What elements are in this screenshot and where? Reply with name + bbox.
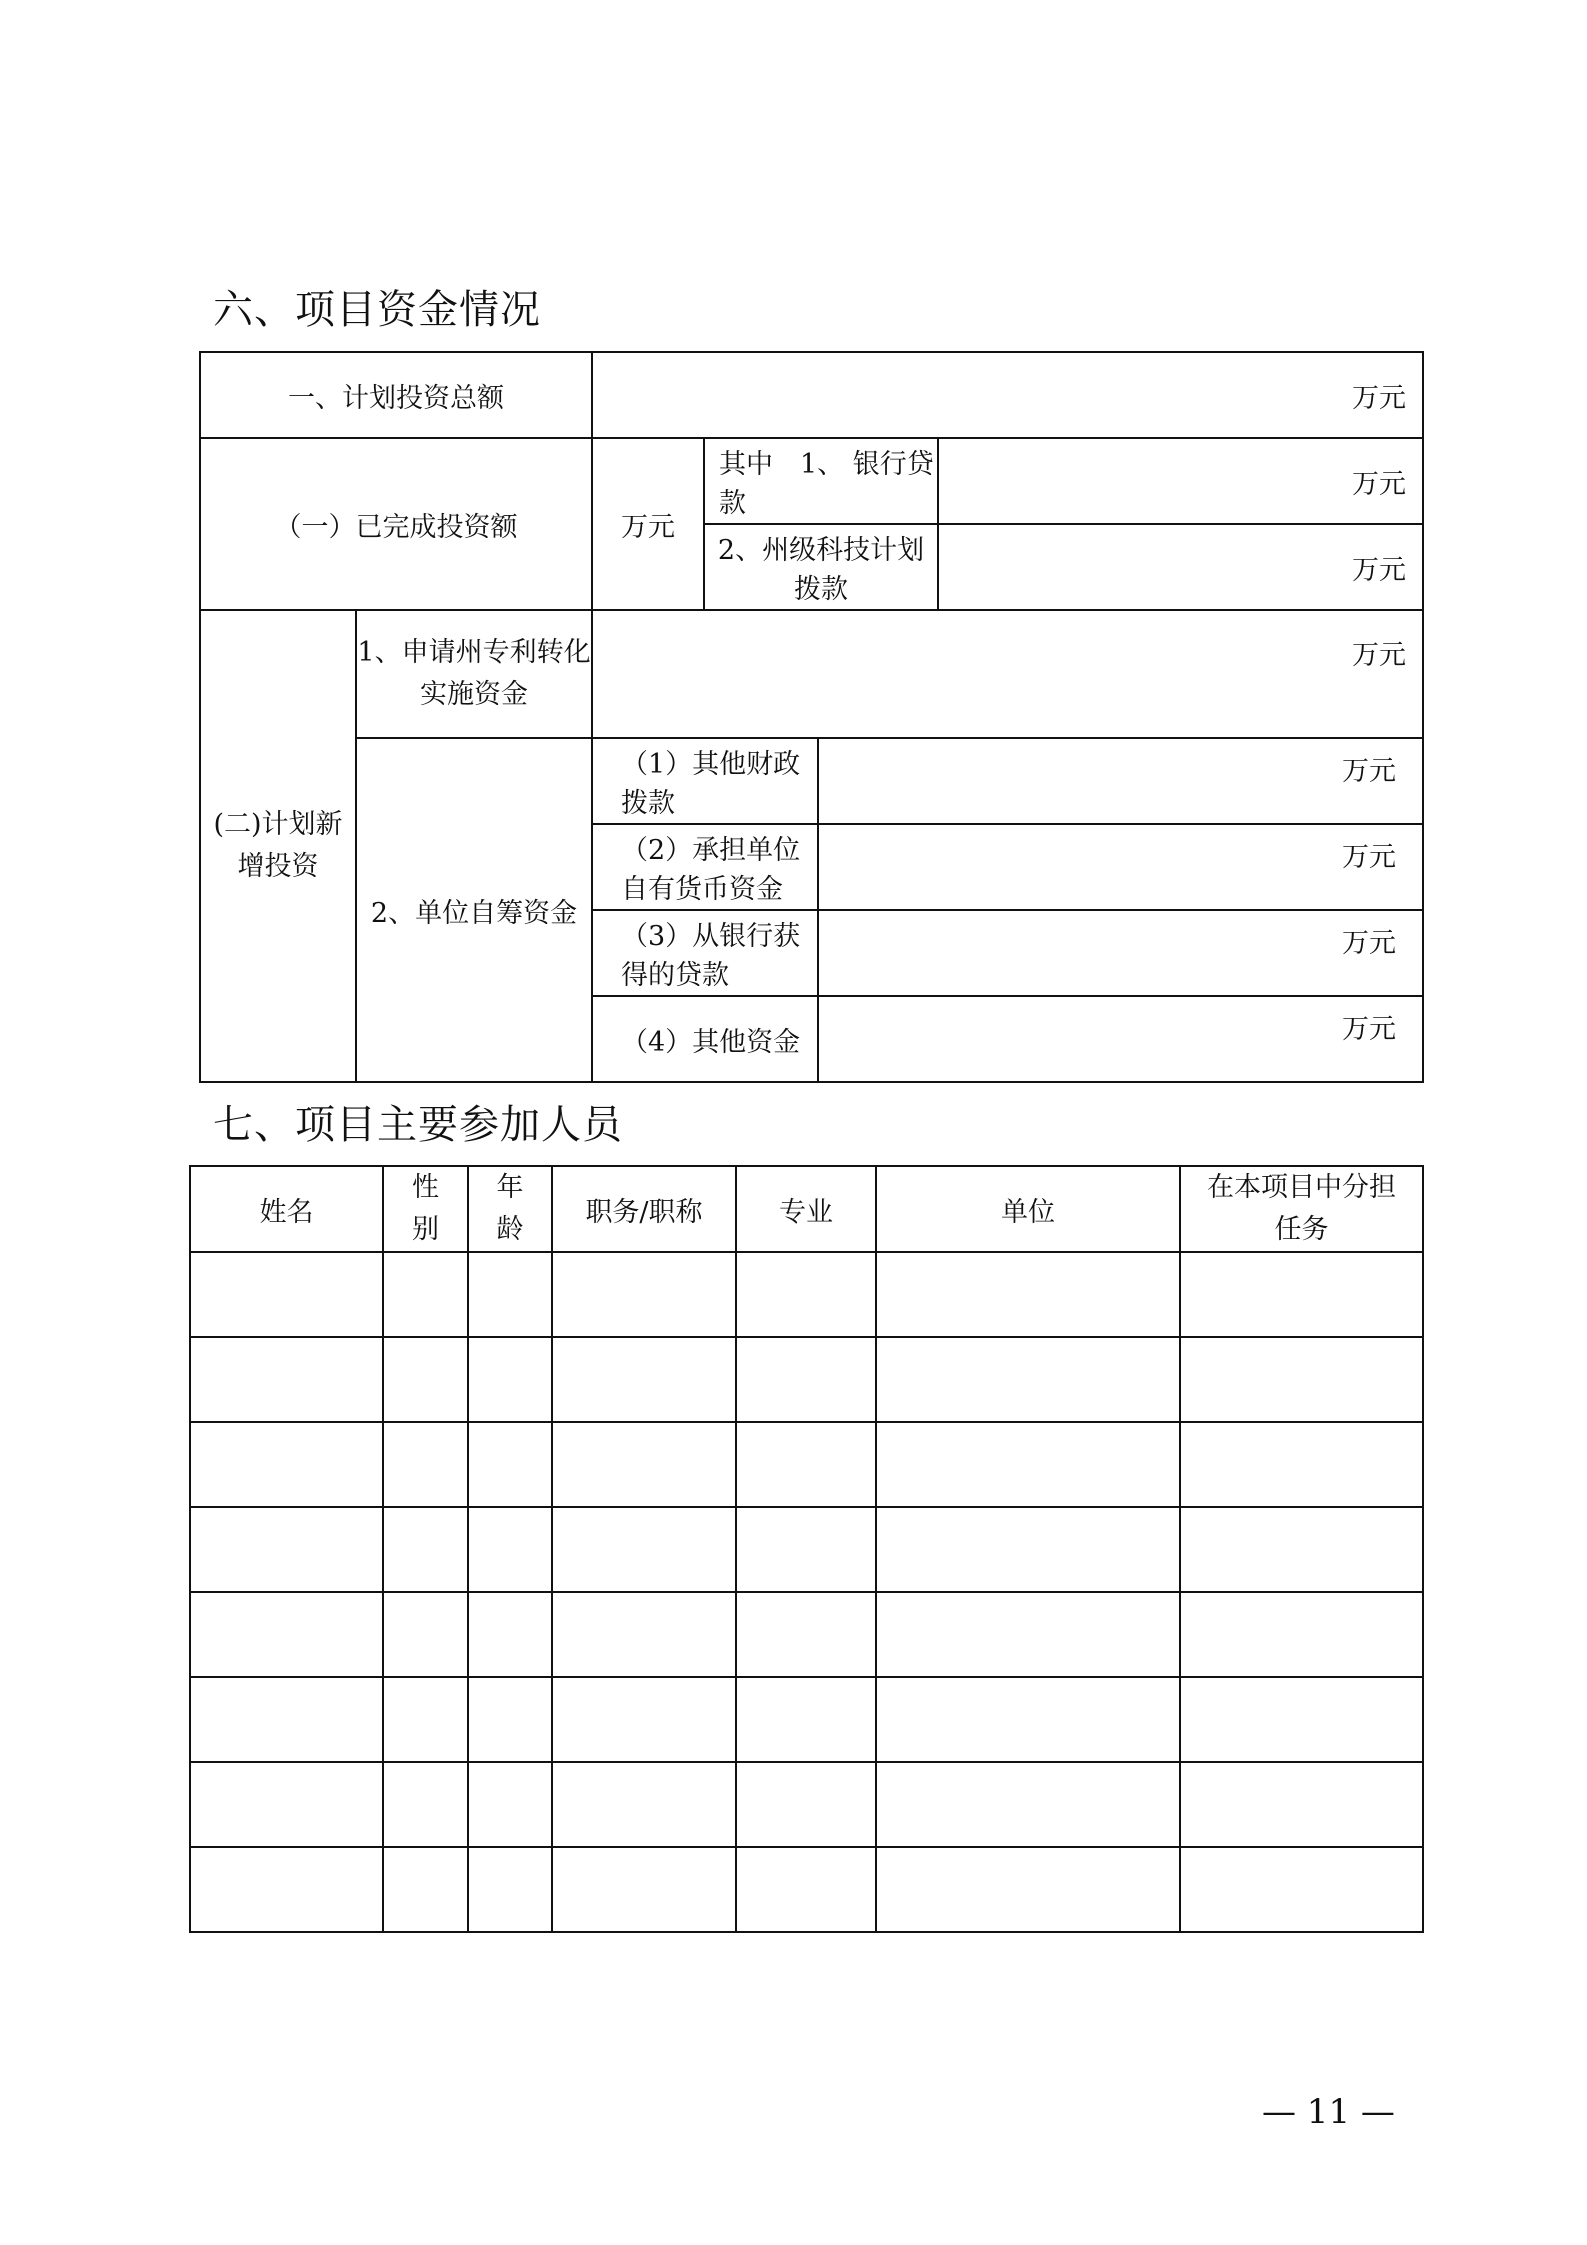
- age-cell[interactable]: [468, 1507, 552, 1592]
- age-cell[interactable]: [468, 1337, 552, 1422]
- bank-loan-unit[interactable]: 万元: [938, 438, 1423, 524]
- table-row: [190, 1422, 1423, 1507]
- title-cell[interactable]: [552, 1337, 736, 1422]
- gender-cell[interactable]: [383, 1507, 468, 1592]
- gender-cell[interactable]: [383, 1337, 468, 1422]
- task-cell[interactable]: [1180, 1847, 1423, 1932]
- gender-cell[interactable]: [383, 1847, 468, 1932]
- gender-cell[interactable]: [383, 1422, 468, 1507]
- major-cell[interactable]: [736, 1847, 876, 1932]
- unit-cell[interactable]: [876, 1422, 1180, 1507]
- other-fiscal-label: （1）其他财政拨款: [592, 738, 818, 824]
- title-cell[interactable]: [552, 1422, 736, 1507]
- total-investment-label: 一、计划投资总额: [200, 352, 592, 438]
- title-cell[interactable]: [552, 1847, 736, 1932]
- major-cell[interactable]: [736, 1507, 876, 1592]
- major-cell[interactable]: [736, 1337, 876, 1422]
- name-cell[interactable]: [190, 1252, 383, 1337]
- name-cell[interactable]: [190, 1847, 383, 1932]
- gender-cell[interactable]: [383, 1592, 468, 1677]
- major-cell[interactable]: [736, 1252, 876, 1337]
- header-task: 在本项目中分担任务: [1180, 1166, 1423, 1252]
- task-cell[interactable]: [1180, 1252, 1423, 1337]
- title-cell[interactable]: [552, 1592, 736, 1677]
- title-cell[interactable]: [552, 1762, 736, 1847]
- task-cell[interactable]: [1180, 1677, 1423, 1762]
- unit-cell[interactable]: [876, 1677, 1180, 1762]
- header-major: 专业: [736, 1166, 876, 1252]
- name-cell[interactable]: [190, 1422, 383, 1507]
- header-gender: 性别: [383, 1166, 468, 1252]
- task-cell[interactable]: [1180, 1337, 1423, 1422]
- task-cell[interactable]: [1180, 1592, 1423, 1677]
- task-cell[interactable]: [1180, 1762, 1423, 1847]
- table-row: [190, 1337, 1423, 1422]
- unit-cell[interactable]: [876, 1762, 1180, 1847]
- other-fiscal-unit[interactable]: 万元: [818, 738, 1423, 824]
- table-row: [190, 1252, 1423, 1337]
- major-cell[interactable]: [736, 1592, 876, 1677]
- gender-cell[interactable]: [383, 1762, 468, 1847]
- table-row: [190, 1762, 1423, 1847]
- section-6-title: 六、项目资金情况: [213, 287, 541, 333]
- bank-loan-label: 其中 1、 银行贷款: [704, 438, 938, 524]
- age-cell[interactable]: [468, 1677, 552, 1762]
- patent-funding-unit[interactable]: 万元: [592, 610, 1423, 738]
- header-age: 年龄: [468, 1166, 552, 1252]
- self-raised-label: 2、单位自筹资金: [356, 738, 592, 1082]
- title-cell[interactable]: [552, 1252, 736, 1337]
- major-cell[interactable]: [736, 1762, 876, 1847]
- title-cell[interactable]: [552, 1677, 736, 1762]
- other-funds-label: （4）其他资金: [592, 996, 818, 1082]
- bank-obtained-loan-label: （3）从银行获得的贷款: [592, 910, 818, 996]
- unit-cell[interactable]: [876, 1592, 1180, 1677]
- header-unit: 单位: [876, 1166, 1180, 1252]
- table-row: [190, 1507, 1423, 1592]
- task-cell[interactable]: [1180, 1422, 1423, 1507]
- state-grant-unit[interactable]: 万元: [938, 524, 1423, 610]
- gender-cell[interactable]: [383, 1677, 468, 1762]
- funding-table: [199, 351, 1424, 1083]
- table-row: [190, 1847, 1423, 1932]
- state-grant-label: 2、州级科技计划拨款: [704, 524, 938, 610]
- task-cell[interactable]: [1180, 1507, 1423, 1592]
- title-cell[interactable]: [552, 1507, 736, 1592]
- major-cell[interactable]: [736, 1677, 876, 1762]
- bank-obtained-loan-unit[interactable]: 万元: [818, 910, 1423, 996]
- own-monetary-label: （2）承担单位自有货币资金: [592, 824, 818, 910]
- age-cell[interactable]: [468, 1252, 552, 1337]
- patent-funding-label: 1、申请州专利转化实施资金: [356, 610, 592, 738]
- name-cell[interactable]: [190, 1762, 383, 1847]
- unit-cell[interactable]: [876, 1507, 1180, 1592]
- completed-investment-label: （一）已完成投资额: [200, 438, 592, 610]
- unit-cell[interactable]: [876, 1847, 1180, 1932]
- own-monetary-unit[interactable]: 万元: [818, 824, 1423, 910]
- section-7-title: 七、项目主要参加人员: [213, 1102, 623, 1148]
- header-name: 姓名: [190, 1166, 383, 1252]
- header-title: 职务/职称: [552, 1166, 736, 1252]
- table-row: [190, 1677, 1423, 1762]
- name-cell[interactable]: [190, 1337, 383, 1422]
- total-investment-unit[interactable]: 万元: [592, 352, 1423, 438]
- age-cell[interactable]: [468, 1592, 552, 1677]
- page-number: — 11 —: [1262, 2092, 1395, 2132]
- age-cell[interactable]: [468, 1847, 552, 1932]
- completed-investment-unit[interactable]: 万元: [592, 438, 704, 610]
- table-row: [190, 1592, 1423, 1677]
- other-funds-unit[interactable]: 万元: [818, 996, 1423, 1082]
- age-cell[interactable]: [468, 1422, 552, 1507]
- gender-cell[interactable]: [383, 1252, 468, 1337]
- unit-cell[interactable]: [876, 1337, 1180, 1422]
- unit-cell[interactable]: [876, 1252, 1180, 1337]
- major-cell[interactable]: [736, 1422, 876, 1507]
- personnel-table: [189, 1165, 1424, 1933]
- planned-new-investment-label: (二)计划新增投资: [200, 610, 356, 1082]
- age-cell[interactable]: [468, 1762, 552, 1847]
- name-cell[interactable]: [190, 1592, 383, 1677]
- name-cell[interactable]: [190, 1507, 383, 1592]
- name-cell[interactable]: [190, 1677, 383, 1762]
